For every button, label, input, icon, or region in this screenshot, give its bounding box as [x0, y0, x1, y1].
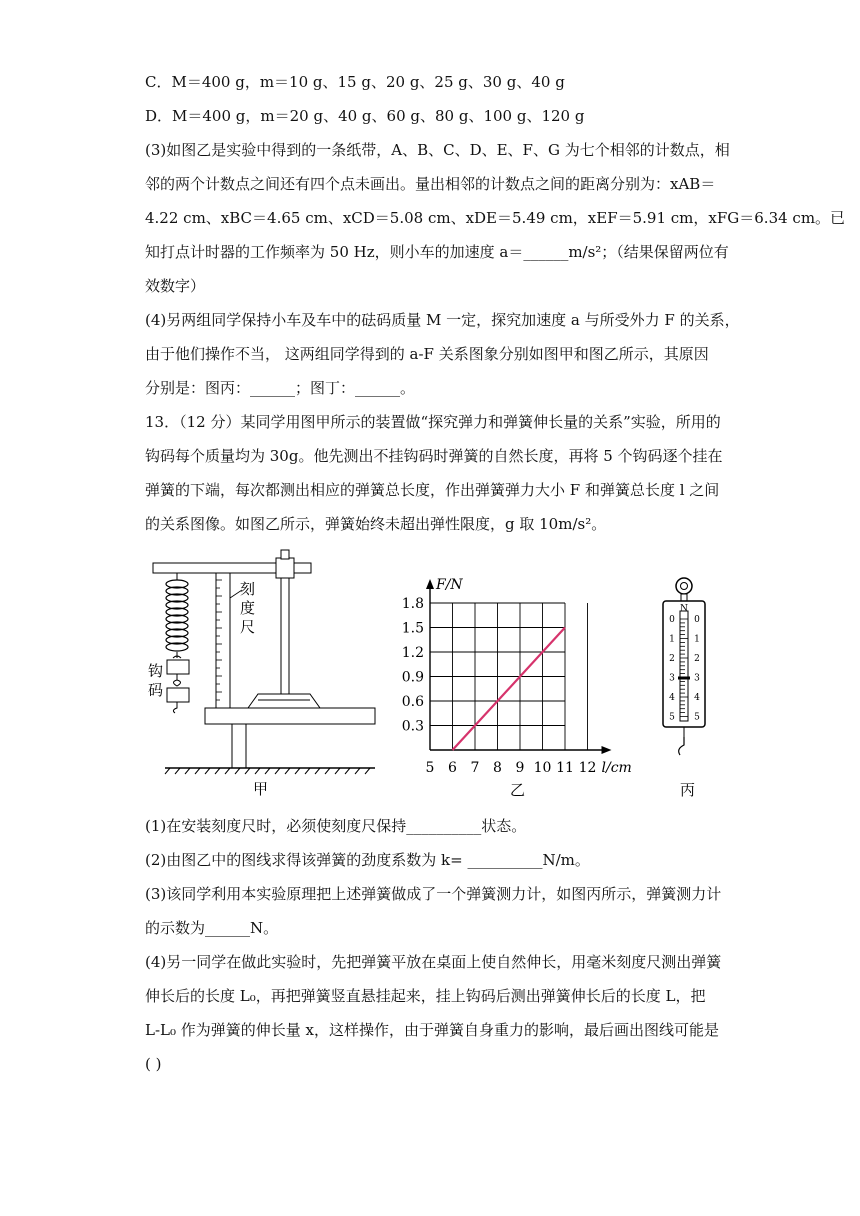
scale-label-right: 4 — [694, 693, 700, 703]
x-axis-label: l/cm — [601, 760, 632, 776]
y-tick-label: 1.8 — [401, 596, 424, 612]
figure-bing-caption: 丙 — [680, 781, 696, 799]
question-4-line-2: 由于他们操作不当， 这两组同学得到的 a-F 关系图象分别如图甲和图乙所示，其原因 — [145, 345, 709, 363]
problem-13-line-3: 弹簧的下端，每次都测出相应的弹簧总长度，作出弹簧弹力大小 F 和弹簧总长度 l 之间 — [145, 481, 720, 499]
x-tick-label: 6 — [448, 760, 457, 776]
q13-part-4-line-4: ( ) — [145, 1055, 162, 1073]
question-3-line-5: 效数字） — [145, 277, 206, 295]
figure-bing-spring-scale — [650, 575, 730, 800]
scale-label-left: 2 — [669, 654, 675, 664]
scale-label-right: 5 — [694, 712, 700, 723]
x-tick-label: 5 — [425, 760, 435, 776]
figure-jia-caption: 甲 — [253, 780, 269, 798]
q13-part-3-line-2: 的示数为______N。 — [145, 919, 279, 937]
scale-label-left: 4 — [669, 693, 675, 703]
spring-coil — [166, 580, 188, 651]
x-tick-label: 9 — [515, 760, 525, 776]
scale-label-right: 2 — [694, 654, 700, 664]
figure-yi-chart — [400, 578, 640, 800]
problem-13-line-4: 的关系图像。如图乙所示，弹簧始终未超出弹性限度，g 取 10m/s²。 — [145, 515, 607, 533]
problem-13-line-1: 13．（12 分）某同学用图甲所示的装置做“探究弹力和弹簧伸长量的关系”实验，所用的 — [145, 413, 721, 431]
weight-block-1 — [167, 660, 189, 674]
figure-jia-apparatus — [148, 548, 380, 803]
scale-label-right: 1 — [694, 634, 700, 645]
question-3-line-2: 邻的两个计数点之间还有四个点未画出。量出相邻的计数点之间的距离分别为：xAB＝ — [145, 175, 716, 193]
y-tick-label: 1.2 — [401, 645, 424, 661]
y-tick-label: 0.9 — [401, 669, 424, 686]
y-axis-arrow — [426, 579, 434, 589]
scale-label-left: 1 — [669, 634, 675, 645]
option-d: D．M＝400 g，m＝20 g、40 g、60 g、80 g、100 g、120 g — [145, 107, 585, 125]
problem-13-line-2: 钩码每个质量均为 30g。他先测出不挂钩码时弹簧的自然长度，再将 5 个钩码逐个挂在 — [145, 447, 723, 465]
q13-part-2: (2)由图乙中的图线求得该弹簧的劲度系数为 k= __________N/m。 — [145, 851, 590, 869]
y-tick-label: 1.5 — [401, 620, 424, 637]
series-line — [453, 628, 566, 751]
question-3-line-3: 4.22 cm、xBC＝4.65 cm、xCD＝5.08 cm、xDE＝5.49 cm，xEF＝5.91 cm，xFG＝6.34 cm。已 — [145, 209, 846, 227]
q13-part-4-line-3: L-L₀ 作为弹簧的伸长量 x，这样操作，由于弹簧自身重力的影响，最后画出图线可能是 — [145, 1021, 720, 1039]
x-tick-label: 11 — [556, 760, 574, 776]
scale-label-left: 5 — [669, 712, 675, 723]
question-3-line-4: 知打点计时器的工作频率为 50 Hz，则小车的加速度 a＝______m/s²；（结果保留两位有 — [145, 243, 729, 261]
ruler-label: 刻度尺 — [240, 580, 256, 636]
question-4-line-3: 分别是：图丙：______；图丁：______。 — [145, 379, 416, 397]
q13-part-3-line-1: (3)该同学利用本实验原理把上述弹簧做成了一个弹簧测力计，如图丙所示，弹簧测力计 — [145, 885, 722, 903]
scale-unit: N — [680, 604, 688, 614]
weight-block-2 — [167, 688, 189, 702]
y-tick-label: 0.6 — [401, 694, 424, 710]
question-3-line-1: (3)如图乙是实验中得到的一条纸带，A、B、C、D、E、F、G 为七个相邻的计数点，相 — [145, 141, 730, 159]
x-tick-label: 12 — [578, 760, 597, 776]
scale-label-left: 0 — [669, 615, 675, 625]
scale-label-right: 0 — [694, 615, 700, 625]
x-tick-label: 10 — [533, 760, 552, 776]
y-axis-label: F/N — [436, 577, 463, 593]
weight-label: 钩码 — [148, 662, 164, 699]
q13-part-4-line-2: 伸长后的长度 L₀，再把弹簧竖直悬挂起来，挂上钩码后测出弹簧伸长后的长度 L，把 — [145, 987, 706, 1005]
scale-label-right: 3 — [694, 673, 700, 684]
question-4-line-1: (4)另两组同学保持小车及车中的砝码质量 M 一定，探究加速度 a 与所受外力 F 的关系， — [145, 311, 740, 329]
x-tick-label: 7 — [470, 760, 480, 776]
q13-part-4-line-1: (4)另一同学在做此实验时，先把弹簧平放在桌面上使自然伸长，用毫米刻度尺测出弹簧 — [145, 953, 722, 971]
q13-part-1: (1)在安装刻度尺时，必须使刻度尺保持__________状态。 — [145, 817, 527, 835]
figure-yi-caption: 乙 — [510, 781, 526, 799]
option-c: C．M＝400 g，m＝10 g、15 g、20 g、25 g、30 g、40 g — [145, 73, 565, 91]
scale-label-left: 3 — [669, 673, 675, 684]
x-tick-label: 8 — [493, 760, 502, 776]
y-tick-label: 0.3 — [401, 718, 424, 735]
x-axis-arrow — [602, 746, 612, 754]
